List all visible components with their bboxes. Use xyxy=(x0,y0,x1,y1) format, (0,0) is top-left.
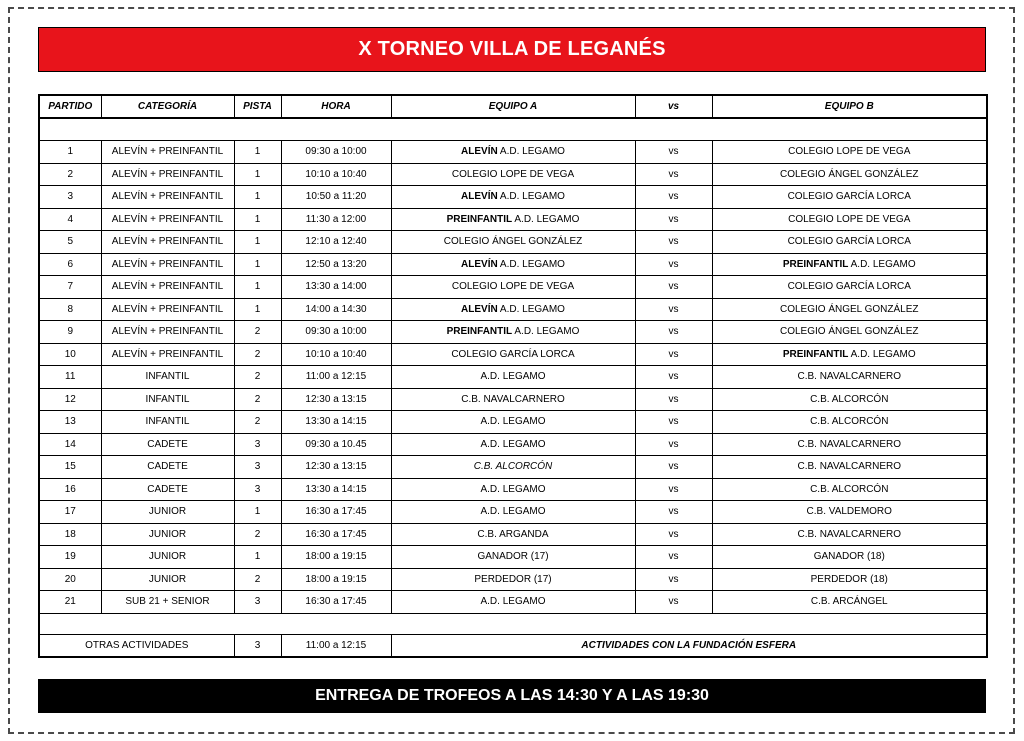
match-row xyxy=(39,253,987,276)
equipo-a-cell-text: C.B. ARGANDA xyxy=(477,528,549,540)
categoria-cell: ALEVÍN + PREINFANTIL xyxy=(101,276,234,299)
equipo-a-cell xyxy=(391,276,635,299)
equipo-a-cell xyxy=(391,141,635,164)
equipo-a-cell-text: C.B. NAVALCARNERO xyxy=(461,393,565,405)
equipo-b-cell-text: C.B. NAVALCARNERO xyxy=(797,371,902,383)
hora-cell: 16:30 a 17:45 xyxy=(281,523,391,546)
pista-cell: 1 xyxy=(234,546,281,569)
equipo-a-cell-text: A.D. LEGAMO xyxy=(480,506,546,518)
vs-cell: vs xyxy=(635,433,712,456)
equipo-a-cell-bold: ALEVÍN xyxy=(461,303,498,315)
equipo-b-cell-text: C.B. ARCÁNGEL xyxy=(810,596,888,608)
match-row xyxy=(39,433,987,456)
equipo-a-cell-text: COLEGIO LOPE DE VEGA xyxy=(451,281,575,293)
pista-cell: 3 xyxy=(234,433,281,456)
equipo-a-cell xyxy=(391,343,635,366)
partido-cell: 11 xyxy=(39,366,101,389)
categoria-cell: ALEVÍN + PREINFANTIL xyxy=(101,321,234,344)
equipo-a-cell-text: A.D. LEGAMO xyxy=(480,371,546,383)
partido-cell: 18 xyxy=(39,523,101,546)
hora-cell: 18:00 a 19:15 xyxy=(281,568,391,591)
categoria-cell: ALEVÍN + PREINFANTIL xyxy=(101,208,234,231)
pista-cell: 2 xyxy=(234,523,281,546)
equipo-a-cell xyxy=(391,388,635,411)
partido-cell: 4 xyxy=(39,208,101,231)
equipo-a-cell xyxy=(391,546,635,569)
vs-cell: vs xyxy=(635,411,712,434)
partido-cell: 6 xyxy=(39,253,101,276)
equipo-a-cell-text: A.D. LEGAMO xyxy=(480,596,546,608)
equipo-a-cell xyxy=(391,411,635,434)
equipo-b-cell-text: A.D. LEGAMO xyxy=(848,258,916,270)
equipo-a-cell xyxy=(391,321,635,344)
hora-cell: 09:30 a 10:00 xyxy=(281,321,391,344)
pista-cell: 1 xyxy=(234,141,281,164)
vs-cell: vs xyxy=(635,343,712,366)
vs-cell: vs xyxy=(635,253,712,276)
equipo-b-cell xyxy=(712,433,987,456)
categoria-cell: JUNIOR xyxy=(101,501,234,524)
equipo-b-cell xyxy=(712,298,987,321)
match-row xyxy=(39,411,987,434)
match-row xyxy=(39,568,987,591)
equipo-b-cell xyxy=(712,456,987,479)
hora-cell: 18:00 a 19:15 xyxy=(281,546,391,569)
hora-cell: 13:30 a 14:00 xyxy=(281,276,391,299)
hora-cell: 10:10 a 10:40 xyxy=(281,343,391,366)
equipo-b-cell xyxy=(712,321,987,344)
vs-cell: vs xyxy=(635,501,712,524)
match-row xyxy=(39,591,987,614)
vs-cell: vs xyxy=(635,366,712,389)
equipo-a-cell-text: A.D. LEGAMO xyxy=(512,326,580,338)
equipo-a-cell-text: PERDEDOR (17) xyxy=(474,573,552,585)
categoria-cell: CADETE xyxy=(101,433,234,456)
equipo-a-cell-text: A.D. LEGAMO xyxy=(497,146,565,158)
equipo-b-cell xyxy=(712,163,987,186)
pista-cell: 3 xyxy=(234,591,281,614)
equipo-b-cell xyxy=(712,186,987,209)
match-row xyxy=(39,366,987,389)
hora-cell: 12:30 a 13:15 xyxy=(281,456,391,479)
vs-cell: vs xyxy=(635,298,712,321)
partido-cell: 10 xyxy=(39,343,101,366)
equipo-b-cell xyxy=(712,568,987,591)
partido-cell: 8 xyxy=(39,298,101,321)
vs-cell: vs xyxy=(635,523,712,546)
equipo-a-cell xyxy=(391,208,635,231)
header-pista: PISTA xyxy=(234,95,281,118)
match-row xyxy=(39,388,987,411)
match-row xyxy=(39,141,987,164)
hora-cell: 11:00 a 12:15 xyxy=(281,366,391,389)
vs-cell: vs xyxy=(635,388,712,411)
equipo-b-cell xyxy=(712,276,987,299)
equipo-b-cell-bold: PREINFANTIL xyxy=(782,348,849,360)
equipo-b-cell-text: C.B. VALDEMORO xyxy=(806,506,892,518)
categoria-cell: INFANTIL xyxy=(101,388,234,411)
equipo-b-cell xyxy=(712,501,987,524)
equipo-b-cell xyxy=(712,208,987,231)
equipo-b-cell-text: COLEGIO LOPE DE VEGA xyxy=(788,146,911,158)
partido-cell: 17 xyxy=(39,501,101,524)
equipo-b-cell-text: COLEGIO GARCÍA LORCA xyxy=(787,281,911,293)
equipo-a-cell xyxy=(391,568,635,591)
categoria-cell: ALEVÍN + PREINFANTIL xyxy=(101,186,234,209)
equipo-a-cell xyxy=(391,433,635,456)
equipo-a-cell-text: GANADOR (17) xyxy=(477,551,549,563)
match-row xyxy=(39,478,987,501)
match-row xyxy=(39,298,987,321)
equipo-a-cell-text: A.D. LEGAMO xyxy=(497,303,565,315)
categoria-cell: JUNIOR xyxy=(101,568,234,591)
match-row xyxy=(39,231,987,254)
equipo-b-cell-text: COLEGIO GARCÍA LORCA xyxy=(787,191,911,203)
equipo-a-cell-italic: C.B. ALCORCÓN xyxy=(473,461,553,473)
equipo-a-cell-bold: ALEVÍN xyxy=(461,146,498,158)
vs-cell: vs xyxy=(635,141,712,164)
pista-cell: 1 xyxy=(234,298,281,321)
pista-cell: 1 xyxy=(234,186,281,209)
hora-cell: 14:00 a 14:30 xyxy=(281,298,391,321)
equipo-b-cell-text: C.B. NAVALCARNERO xyxy=(797,438,902,450)
equipo-a-cell-bold: ALEVÍN xyxy=(461,191,498,203)
tournament-title xyxy=(38,27,986,72)
hora-cell: 10:10 a 10:40 xyxy=(281,163,391,186)
categoria-cell: JUNIOR xyxy=(101,523,234,546)
match-row xyxy=(39,501,987,524)
pista-cell: 2 xyxy=(234,321,281,344)
partido-cell: 3 xyxy=(39,186,101,209)
hora-cell: 16:30 a 17:45 xyxy=(281,501,391,524)
hora-cell: 13:30 a 14:15 xyxy=(281,411,391,434)
pista-cell: 1 xyxy=(234,501,281,524)
vs-cell: vs xyxy=(635,591,712,614)
equipo-a-cell-text: A.D. LEGAMO xyxy=(497,191,565,203)
header-hora: HORA xyxy=(281,95,391,118)
partido-cell: 13 xyxy=(39,411,101,434)
header-equipo-a: EQUIPO A xyxy=(391,95,635,118)
header-partido: PARTIDO xyxy=(39,95,101,118)
other-activities-hora: 11:00 a 12:15 xyxy=(281,634,391,657)
match-row xyxy=(39,343,987,366)
equipo-a-cell-bold: ALEVÍN xyxy=(461,258,498,270)
pista-cell: 2 xyxy=(234,568,281,591)
equipo-a-cell-text: A.D. LEGAMO xyxy=(480,416,546,428)
categoria-cell: ALEVÍN + PREINFANTIL xyxy=(101,253,234,276)
categoria-cell: SUB 21 + SENIOR xyxy=(101,591,234,614)
partido-cell: 5 xyxy=(39,231,101,254)
equipo-a-cell-text: A.D. LEGAMO xyxy=(512,213,580,225)
vs-cell: vs xyxy=(635,231,712,254)
equipo-a-cell xyxy=(391,366,635,389)
equipo-b-cell-bold: PREINFANTIL xyxy=(782,258,849,270)
equipo-a-cell xyxy=(391,456,635,479)
hora-cell: 16:30 a 17:45 xyxy=(281,591,391,614)
pista-cell: 3 xyxy=(234,478,281,501)
equipo-a-cell-text: A.D. LEGAMO xyxy=(480,438,546,450)
equipo-b-cell-text: C.B. ALCORCÓN xyxy=(810,483,889,495)
partido-cell: 7 xyxy=(39,276,101,299)
categoria-cell: ALEVÍN + PREINFANTIL xyxy=(101,231,234,254)
spacer-row xyxy=(39,613,987,634)
vs-cell: vs xyxy=(635,276,712,299)
equipo-b-cell-text: C.B. NAVALCARNERO xyxy=(797,461,902,473)
hora-cell: 09:30 a 10.45 xyxy=(281,433,391,456)
hora-cell: 12:50 a 13:20 xyxy=(281,253,391,276)
equipo-a-cell xyxy=(391,591,635,614)
pista-cell: 1 xyxy=(234,231,281,254)
equipo-b-cell xyxy=(712,411,987,434)
equipo-b-cell xyxy=(712,231,987,254)
equipo-a-cell-text: A.D. LEGAMO xyxy=(480,483,546,495)
other-activities-pista: 3 xyxy=(234,634,281,657)
equipo-a-cell-text: COLEGIO GARCÍA LORCA xyxy=(451,348,575,360)
equipo-b-cell-text: A.D. LEGAMO xyxy=(848,348,916,360)
header-categoria: CATEGORÍA xyxy=(101,95,234,118)
equipo-b-cell xyxy=(712,366,987,389)
vs-cell: vs xyxy=(635,568,712,591)
equipo-b-cell xyxy=(712,253,987,276)
categoria-cell: CADETE xyxy=(101,478,234,501)
vs-cell: vs xyxy=(635,321,712,344)
partido-cell: 15 xyxy=(39,456,101,479)
match-row xyxy=(39,208,987,231)
equipo-b-cell-text: COLEGIO GARCÍA LORCA xyxy=(787,236,911,248)
equipo-a-cell-bold: PREINFANTIL xyxy=(446,213,513,225)
header-vs: vs xyxy=(635,95,712,118)
pista-cell: 2 xyxy=(234,343,281,366)
header-equipo-b: EQUIPO B xyxy=(712,95,987,118)
pista-cell: 2 xyxy=(234,388,281,411)
equipo-a-cell-bold: PREINFANTIL xyxy=(446,326,513,338)
equipo-b-cell-text: COLEGIO ÁNGEL GONZÁLEZ xyxy=(779,303,919,315)
trophy-banner xyxy=(38,679,986,713)
equipo-b-cell-text: COLEGIO LOPE DE VEGA xyxy=(788,213,911,225)
match-row xyxy=(39,276,987,299)
equipo-b-cell xyxy=(712,388,987,411)
equipo-a-cell xyxy=(391,231,635,254)
vs-cell: vs xyxy=(635,546,712,569)
header-row xyxy=(39,95,987,118)
equipo-a-cell xyxy=(391,163,635,186)
vs-cell: vs xyxy=(635,478,712,501)
categoria-cell: INFANTIL xyxy=(101,366,234,389)
hora-cell: 09:30 a 10:00 xyxy=(281,141,391,164)
equipo-b-cell-text: PERDEDOR (18) xyxy=(810,573,888,585)
footer-text: ENTREGA DE TROFEOS A LAS 14:30 Y A LAS 19:30 xyxy=(315,687,709,704)
equipo-b-cell xyxy=(712,343,987,366)
equipo-b-cell-text: C.B. ALCORCÓN xyxy=(810,416,889,428)
equipo-b-cell xyxy=(712,591,987,614)
vs-cell: vs xyxy=(635,186,712,209)
equipo-a-cell xyxy=(391,501,635,524)
equipo-a-cell-text: A.D. LEGAMO xyxy=(497,258,565,270)
hora-cell: 12:30 a 13:15 xyxy=(281,388,391,411)
schedule-body xyxy=(39,118,987,657)
equipo-a-cell xyxy=(391,298,635,321)
pista-cell: 3 xyxy=(234,456,281,479)
match-row xyxy=(39,523,987,546)
hora-cell: 12:10 a 12:40 xyxy=(281,231,391,254)
hora-cell: 10:50 a 11:20 xyxy=(281,186,391,209)
vs-cell: vs xyxy=(635,163,712,186)
partido-cell: 2 xyxy=(39,163,101,186)
partido-cell: 1 xyxy=(39,141,101,164)
equipo-b-cell xyxy=(712,478,987,501)
equipo-b-cell-text: GANADOR (18) xyxy=(813,551,885,563)
categoria-cell: JUNIOR xyxy=(101,546,234,569)
equipo-a-cell xyxy=(391,478,635,501)
categoria-cell: ALEVÍN + PREINFANTIL xyxy=(101,141,234,164)
match-row xyxy=(39,546,987,569)
other-activities-label: OTRAS ACTIVIDADES xyxy=(39,634,234,657)
hora-cell: 11:30 a 12:00 xyxy=(281,208,391,231)
pista-cell: 2 xyxy=(234,366,281,389)
categoria-cell: ALEVÍN + PREINFANTIL xyxy=(101,163,234,186)
hora-cell: 13:30 a 14:15 xyxy=(281,478,391,501)
categoria-cell: ALEVÍN + PREINFANTIL xyxy=(101,298,234,321)
equipo-b-cell-text: COLEGIO ÁNGEL GONZÁLEZ xyxy=(779,326,919,338)
pista-cell: 2 xyxy=(234,411,281,434)
partido-cell: 12 xyxy=(39,388,101,411)
equipo-a-cell xyxy=(391,523,635,546)
equipo-a-cell-text: COLEGIO LOPE DE VEGA xyxy=(451,168,575,180)
other-activities-row xyxy=(39,634,987,657)
partido-cell: 16 xyxy=(39,478,101,501)
partido-cell: 14 xyxy=(39,433,101,456)
title-text: X TORNEO VILLA DE LEGANÉS xyxy=(358,38,666,60)
equipo-b-cell-text: C.B. NAVALCARNERO xyxy=(797,528,902,540)
categoria-cell: ALEVÍN + PREINFANTIL xyxy=(101,343,234,366)
categoria-cell: CADETE xyxy=(101,456,234,479)
partido-cell: 21 xyxy=(39,591,101,614)
vs-cell: vs xyxy=(635,456,712,479)
match-row xyxy=(39,456,987,479)
pista-cell: 1 xyxy=(234,208,281,231)
other-activities-description: ACTIVIDADES CON LA FUNDACIÓN ESFERA xyxy=(391,634,987,657)
schedule-table xyxy=(38,94,988,658)
partido-cell: 19 xyxy=(39,546,101,569)
equipo-a-cell xyxy=(391,253,635,276)
match-row xyxy=(39,163,987,186)
pista-cell: 1 xyxy=(234,276,281,299)
match-row xyxy=(39,186,987,209)
equipo-b-cell xyxy=(712,546,987,569)
partido-cell: 20 xyxy=(39,568,101,591)
categoria-cell: INFANTIL xyxy=(101,411,234,434)
spacer-row xyxy=(39,118,987,141)
partido-cell: 9 xyxy=(39,321,101,344)
equipo-a-cell xyxy=(391,186,635,209)
vs-cell: vs xyxy=(635,208,712,231)
equipo-b-cell xyxy=(712,523,987,546)
equipo-b-cell xyxy=(712,141,987,164)
pista-cell: 1 xyxy=(234,163,281,186)
equipo-a-cell-text: COLEGIO ÁNGEL GONZÁLEZ xyxy=(443,236,583,248)
match-row xyxy=(39,321,987,344)
equipo-b-cell-text: COLEGIO ÁNGEL GONZÁLEZ xyxy=(779,168,919,180)
equipo-b-cell-text: C.B. ALCORCÓN xyxy=(810,393,889,405)
pista-cell: 1 xyxy=(234,253,281,276)
